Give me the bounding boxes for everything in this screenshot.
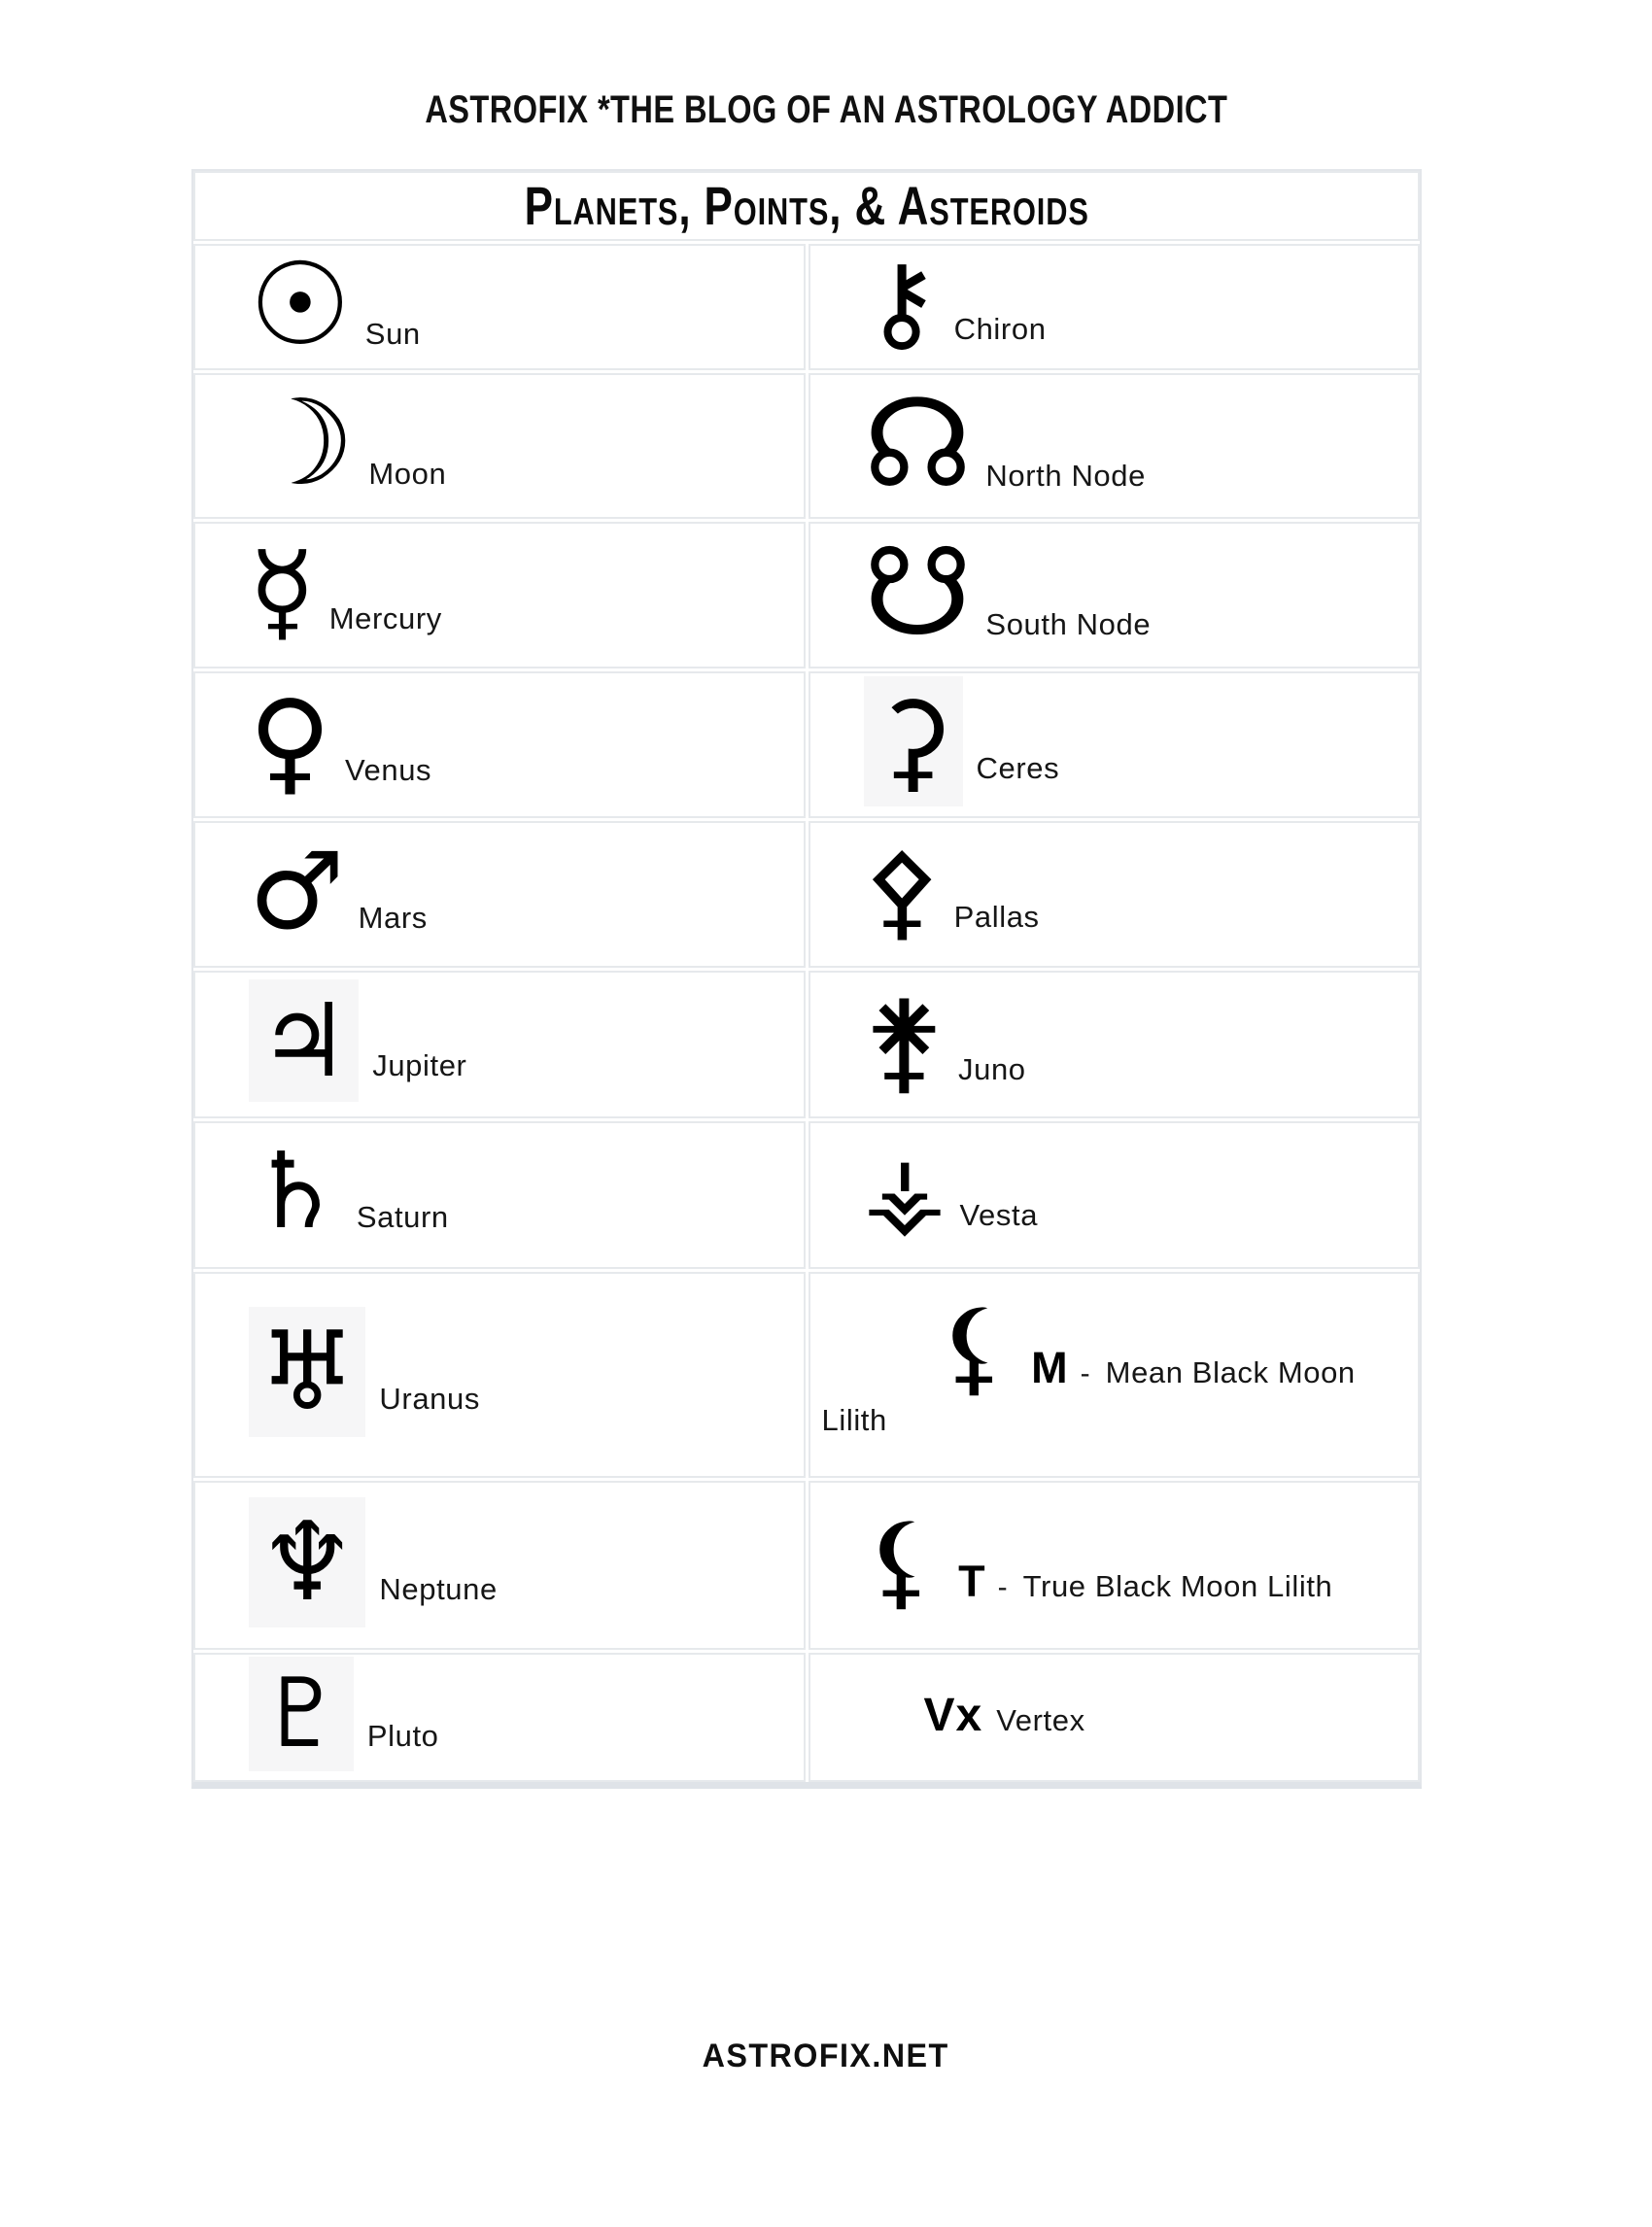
saturn-symbol-icon: ♄ (249, 1131, 343, 1253)
symbol-label: South Node (985, 607, 1152, 642)
symbol-label: Moon (368, 457, 447, 492)
cell-pluto (193, 1653, 806, 1782)
cell-saturn (193, 1121, 806, 1269)
south-node-symbol-icon: ☋ (863, 522, 973, 665)
vertex-symbol-icon: Vx (923, 1690, 983, 1742)
mean-lilith-letter: M (1031, 1343, 1069, 1393)
table-title: Planets, Points, & Asteroids (524, 175, 1089, 237)
neptune-symbol-icon: ♆ (249, 1497, 365, 1627)
cell-mars (193, 821, 806, 968)
juno-symbol-icon: ⚵ (863, 976, 945, 1107)
pluto-symbol-icon: ♇ (249, 1657, 354, 1771)
symbol-label: Mercury (328, 601, 442, 636)
symbol-label: True Black Moon Lilith (1022, 1569, 1333, 1604)
chiron-symbol-icon: ⚷ (863, 244, 941, 365)
vesta-symbol-icon: ⚶ (863, 1134, 946, 1249)
cell-venus (193, 671, 806, 818)
cell-south-node (809, 522, 1421, 668)
cell-mercury (193, 522, 806, 668)
symbol-label: Vesta (959, 1197, 1039, 1232)
blog-title: ASTROFIX *THE BLOG OF AN ASTROLOGY ADDICT (424, 87, 1228, 131)
black-moon-lilith-symbol-icon: ⚸ (936, 1287, 1013, 1408)
symbol-label: Sun (364, 316, 421, 351)
cell-ceres (809, 671, 1421, 818)
planets-points-asteroids-table (191, 169, 1422, 1789)
separator-dash: - (1080, 1357, 1090, 1390)
symbol-label: Juno (958, 1052, 1026, 1087)
true-lilith-letter: T (958, 1557, 986, 1607)
symbol-label: Jupiter (372, 1048, 467, 1083)
symbol-label: Vertex (996, 1703, 1085, 1738)
symbol-label: Pallas (953, 899, 1040, 934)
cell-moon (193, 373, 806, 519)
cell-north-node (809, 373, 1421, 519)
separator-dash: - (997, 1571, 1008, 1604)
cell-jupiter (193, 971, 806, 1118)
mars-symbol-icon: ♂ (249, 829, 345, 954)
jupiter-symbol-icon: ♃ (249, 979, 359, 1102)
cell-chiron (809, 244, 1421, 370)
cell-sun (193, 244, 806, 370)
cell-vesta (809, 1121, 1421, 1269)
page-header (0, 89, 1652, 130)
symbol-label: Venus (344, 753, 432, 788)
symbol-label: Saturn (356, 1200, 449, 1235)
symbol-label: Mean Black Moon Lilith (821, 1355, 1356, 1437)
symbol-label: Pluto (366, 1719, 439, 1754)
symbol-label: Uranus (379, 1381, 480, 1416)
cell-neptune (193, 1481, 806, 1650)
black-moon-lilith-symbol-icon: ⚸ (863, 1501, 940, 1622)
cell-pallas (809, 821, 1421, 968)
cell-juno (809, 971, 1421, 1118)
venus-symbol-icon: ♀ (249, 676, 331, 808)
cell-true-bml (809, 1481, 1421, 1650)
cell-uranus (193, 1272, 806, 1478)
symbol-label: Chiron (953, 312, 1047, 347)
page-footer (0, 2038, 1652, 2075)
site-url: ASTROFIX.NET (703, 2038, 949, 2074)
symbol-label: North Node (985, 458, 1146, 493)
cell-vertex (809, 1653, 1421, 1782)
north-node-symbol-icon: ☊ (863, 373, 973, 515)
ceres-symbol-icon: ⚳ (864, 676, 963, 806)
symbol-label: Neptune (379, 1571, 498, 1606)
symbol-label: Ceres (976, 751, 1060, 786)
symbol-label: Mars (358, 901, 428, 936)
cell-mean-bml (809, 1272, 1421, 1478)
moon-symbol-icon: ☽ (249, 374, 356, 513)
pallas-symbol-icon: ⚴ (863, 830, 941, 952)
uranus-symbol-icon: ♅ (249, 1307, 365, 1437)
mercury-symbol-icon: ☿ (249, 529, 316, 656)
table-title-row (193, 171, 1420, 241)
sun-symbol-icon: ☉ (249, 244, 352, 370)
